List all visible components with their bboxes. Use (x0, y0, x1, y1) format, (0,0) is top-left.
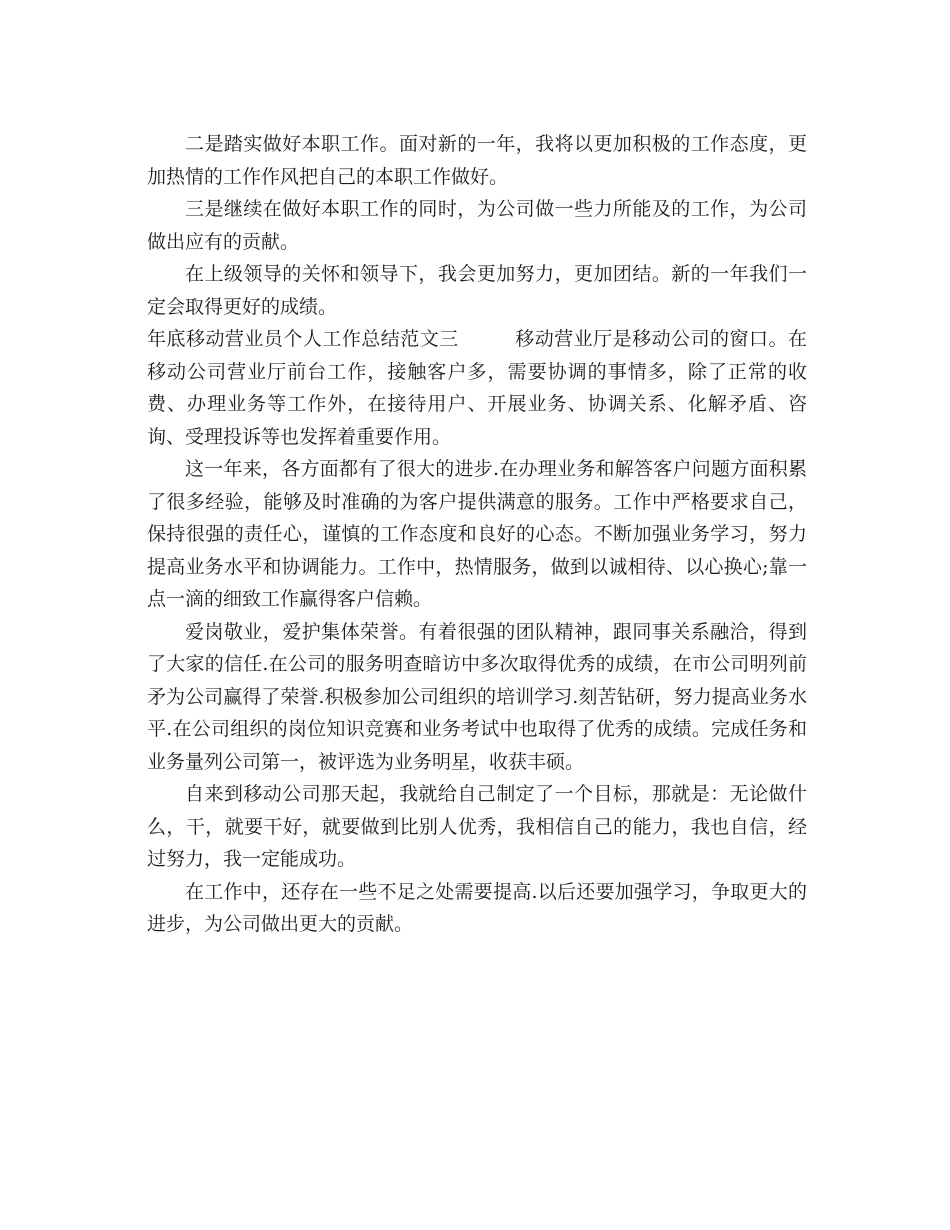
section-intro: 移动营业厅是移动公司的窗口。在移动公司营业厅前台工作，接触客户多，需要协调的事情多，除了正常的收费、办理业务等工作外，在接待用户、开展业务、协调关系、化解矛盾、咨询、受理投诉等也发挥着重要作用。 (147, 328, 807, 448)
paragraph-contribution: 三是继续在做好本职工作的同时，为公司做一些力所能及的工作，为公司做出应有的贡献。 (147, 198, 807, 253)
paragraph-goal: 自来到移动公司那天起，我就给自己制定了一个目标，那就是：无论做什么，干，就要干好，就要做到比别人优秀，我相信自己的能力，我也自信，经过努力，我一定能成功。 (147, 783, 807, 870)
paragraph-improvement: 在工作中，还存在一些不足之处需要提高.以后还要加强学习，争取更大的进步，为公司做出更大的贡献。 (147, 880, 807, 935)
paragraph-work-duty: 二是踏实做好本职工作。面对新的一年，我将以更加积极的工作态度，更加热情的工作作风把自己的本职工作做好。 (147, 133, 807, 188)
paragraph-dedication: 爱岗敬业，爱护集体荣誉。有着很强的团队精神，跟同事关系融洽，得到了大家的信任.在公司的服务明查暗访中多次取得优秀的成绩，在市公司明列前矛为公司赢得了荣誉.积极参加公司组织的培训学习.刻苦钻研，努力提高业务水平.在公司组织的岗位知识竞赛和业务考试中也取得了优秀的成绩。完成任务和业务量列公司第一，被评选为业务明星，收获丰硕。 (147, 620, 807, 773)
section-heading: 年底移动营业员个人工作总结范文三 (147, 328, 459, 350)
document-body (147, 128, 807, 941)
section-block (147, 323, 807, 453)
paragraph-progress: 这一年来，各方面都有了很大的进步.在办理业务和解答客户问题方面积累了很多经验，能够及时准确的为客户提供满意的服务。工作中严格要求自己，保持很强的责任心，谨慎的工作态度和良好的心态。不断加强业务学习，努力提高业务水平和协调能力。工作中，热情服务，做到以诚相待、以心换心;靠一点一滴的细致工作赢得客户信赖。 (147, 458, 807, 610)
paragraph-leadership: 在上级领导的关怀和领导下，我会更加努力，更加团结。新的一年我们一定会取得更好的成绩。 (147, 263, 807, 318)
